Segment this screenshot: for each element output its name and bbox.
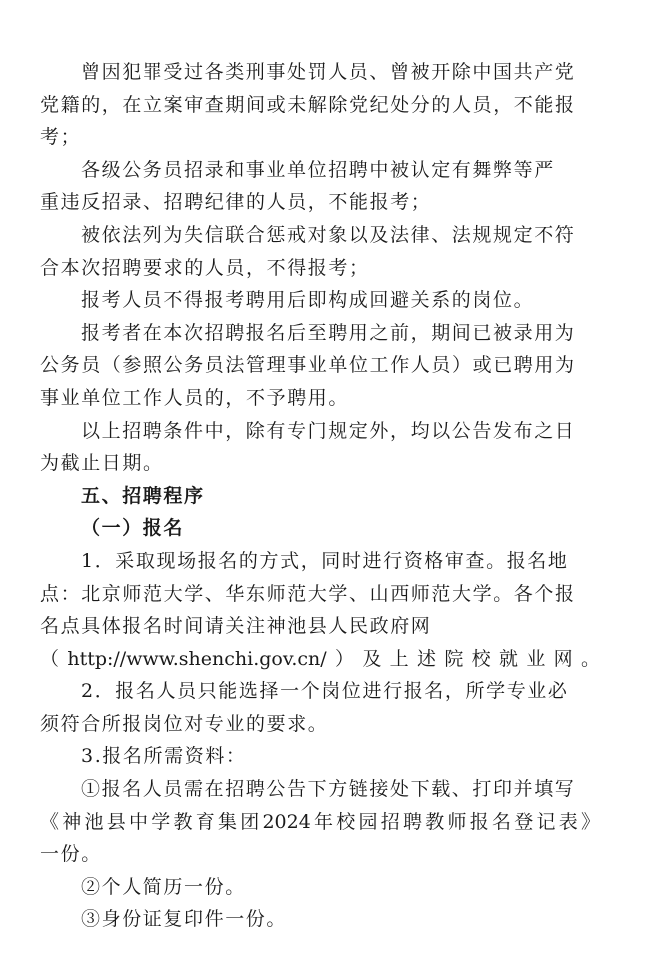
paragraph-line: 3.报名所需资料：	[81, 745, 247, 768]
paragraph-line: ②个人简历一份。	[81, 875, 246, 898]
paragraph-line: 合本次招聘要求的人员，不得报考；	[40, 256, 370, 279]
paragraph-line: 以上招聘条件中，除有专门规定外，均以公告发布之日	[81, 419, 576, 442]
paragraph-line: 重违反招录、招聘纪律的人员，不能报考；	[40, 191, 432, 214]
paragraph-line: 点：北京师范大学、华东师范大学、山西师范大学。各个报	[40, 582, 576, 605]
paragraph-line: 曾因犯罪受过各类刑事处罚人员、曾被开除中国共产党	[81, 61, 576, 83]
paragraph-line: 一份。	[40, 843, 102, 866]
paragraph-line: 为截止日期。	[40, 452, 164, 475]
document-page	[40, 56, 600, 936]
paragraph-line: ①报名人员需在招聘公告下方链接处下载、打印并填写	[81, 778, 576, 801]
paragraph-line: 须符合所报岗位对专业的要求。	[40, 712, 329, 735]
paragraph-line: 名点具体报名时间请关注神池县人民政府网	[40, 615, 432, 638]
paragraph-line: ③身份证复印件一份。	[81, 908, 288, 931]
paragraph-line: 事业单位工作人员的，不予聘用。	[40, 386, 350, 409]
paragraph-line-form-title: 《神池县中学教育集团2024年校园招聘教师报名登记表》	[40, 810, 600, 833]
paragraph-line: 党籍的，在立案审查期间或未解除党纪处分的人员，不能报	[40, 93, 576, 116]
paragraph-line: 公务员（参照公务员法管理事业单位工作人员）或已聘用为	[40, 354, 576, 377]
paragraph-line-url: （http://www.shenchi.gov.cn/）及上述院校就业网。	[40, 647, 600, 670]
subsection-heading: （一）报名	[81, 517, 185, 540]
paragraph-line: 各级公务员招录和事业单位招聘中被认定有舞弊等严	[81, 158, 555, 181]
paragraph-line: 报考人员不得报考聘用后即构成回避关系的岗位。	[81, 289, 535, 312]
paragraph-line: 1．采取现场报名的方式，同时进行资格审查。报名地	[81, 549, 569, 572]
paragraph-line: 报考者在本次招聘报名后至聘用之前，期间已被录用为	[81, 321, 576, 344]
section-heading: 五、招聘程序	[81, 484, 205, 507]
paragraph-line: 被依法列为失信联合惩戒对象以及法律、法规规定不符	[81, 223, 576, 246]
paragraph-line: 考；	[40, 126, 82, 149]
paragraph-line: 2．报名人员只能选择一个岗位进行报名，所学专业必	[81, 680, 569, 703]
